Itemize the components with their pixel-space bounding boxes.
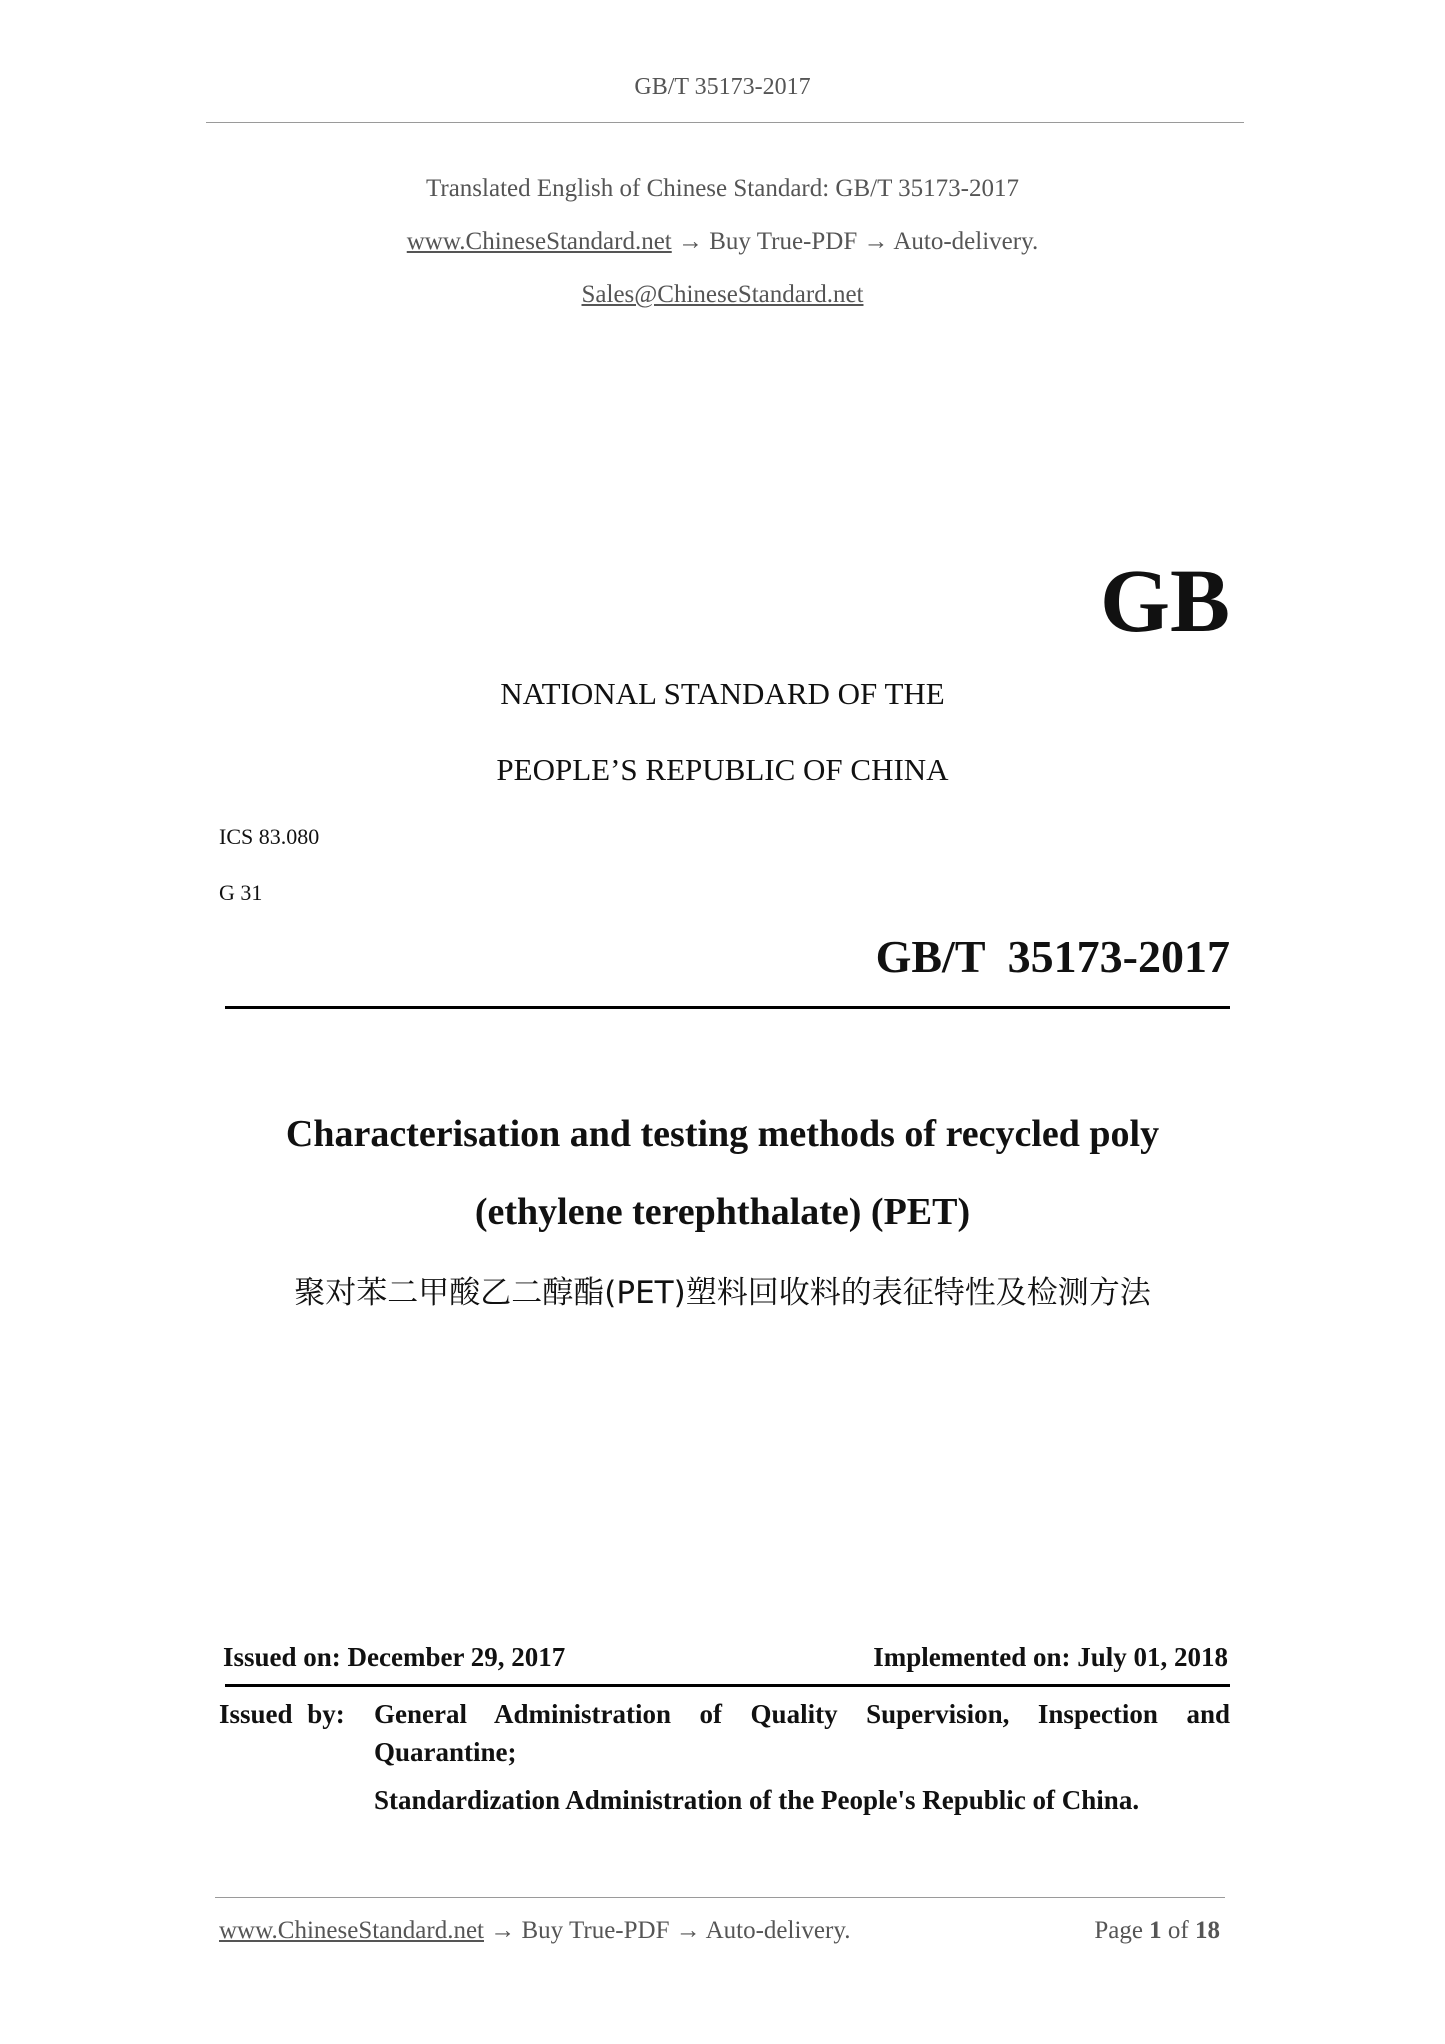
issued-date: Issued on: December 29, 2017 [223,1642,566,1672]
title-cn: 聚对苯二甲酸乙二醇酯(PET)塑料回收料的表征特性及检测方法 [294,1275,1151,1311]
ccs-code: G 31 [219,880,263,905]
title-en-line2: (ethylene terephthalate) (PET) [474,1191,971,1233]
buy-text: Buy True-PDF [709,228,858,255]
footer-auto-delivery-text: Auto-delivery. [705,1917,851,1944]
page-current: 1 [1149,1917,1162,1944]
national-standard-line1: NATIONAL STANDARD OF THE [500,676,945,711]
page-label: Page [1094,1917,1143,1944]
issuer-line3: Standardization Administration of the People's Republic of China. [374,1785,1140,1815]
arrow-right-icon: → [675,1917,701,1944]
email-link[interactable]: Sales@ChineseStandard.net [581,281,864,308]
implemented-date: Implemented on: July 01, 2018 [873,1642,1228,1672]
title-en-line1: Characterisation and testing methods of recycled poly [285,1113,1160,1155]
footer-divider [215,1897,1225,1898]
page-total: 18 [1195,1917,1220,1944]
footer-purchase-line [219,1917,850,1945]
issuer-line2: Quarantine; [374,1737,517,1767]
footer-buy-text: Buy True-PDF [521,1917,670,1944]
title-divider [225,1006,1230,1009]
email-line [0,281,1445,309]
page-indicator [900,1917,1220,1945]
running-header: GB/T 35173-2017 [634,74,811,100]
footer-site-link[interactable]: www.ChineseStandard.net [219,1917,484,1944]
auto-delivery-text: Auto-delivery. [893,228,1039,255]
header-divider [206,122,1244,123]
issuer-label: Issued by: [219,1699,345,1729]
national-standard-line2: PEOPLE’S REPUBLIC OF CHINA [496,752,949,787]
arrow-right-icon: → [490,1917,516,1944]
arrow-right-icon: → [678,228,703,255]
ics-code: ICS 83.080 [219,824,320,849]
translation-notice: Translated English of Chinese Standard: GB/T 35173-2017 [425,175,1020,202]
purchase-line [0,228,1445,256]
standard-number: GB/T 35173-2017 [875,931,1230,982]
site-link[interactable]: www.ChineseStandard.net [406,228,672,255]
issuer-line1: General Administration of Quality Supervision, Inspection and [374,1699,1230,1729]
dates-divider [225,1684,1230,1687]
arrow-right-icon: → [863,228,889,255]
page-of: of [1167,1917,1189,1944]
gb-mark: GB [1099,552,1230,651]
